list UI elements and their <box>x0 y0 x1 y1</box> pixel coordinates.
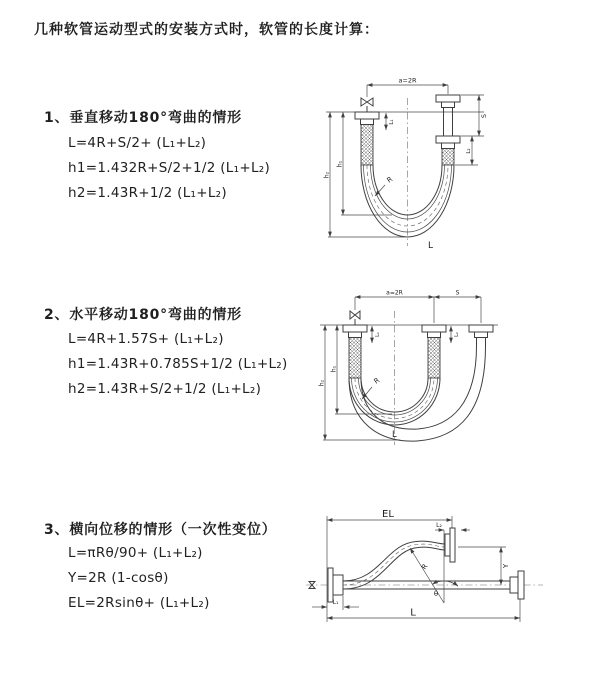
section1-heading: 1、垂直移动180°弯曲的情形 <box>44 110 242 126</box>
valve-icon <box>350 311 360 319</box>
dim-label-y: Y <box>502 563 510 569</box>
dim-label-s: S <box>480 113 488 119</box>
dim-label-a2r: a=2R <box>386 289 403 297</box>
section1-formula-h1: h1=1.432R+S/2+1/2 (L₁+L₂) <box>68 160 271 176</box>
section3-formula-el: EL=2Rsinθ+ (L₁+L₂) <box>68 595 210 611</box>
section3-formula-l: L=πRθ/90+ (L₁+L₂) <box>68 545 203 561</box>
section1-formula-h2: h2=1.43R+1/2 (L₁+L₂) <box>68 185 227 201</box>
radius-label: R <box>372 376 382 386</box>
length-label: L <box>428 241 434 251</box>
right-flange <box>510 571 524 599</box>
dimension-lines <box>324 77 489 238</box>
dim-label-h2: h₂ <box>318 379 326 387</box>
section2-formula-h2: h2=1.43R+S/2+1/2 (L₁+L₂) <box>68 381 262 397</box>
radius-label: R <box>420 562 430 572</box>
diagram-vertical-180-bend <box>310 72 580 262</box>
dim-label-h1: h₁ <box>336 160 344 168</box>
section3-heading: 3、横向位移的情形（一次性变位） <box>44 522 277 538</box>
hose-u-bend-position2 <box>349 346 486 441</box>
length-label: L <box>392 430 397 440</box>
right-fitting <box>469 325 493 346</box>
dim-label-el: EL <box>382 509 394 520</box>
section2-formula-l: L=4R+1.57S+ (L₁+L₂) <box>68 331 224 347</box>
dim-label-a2r: a=2R <box>398 76 417 85</box>
page-title: 几种软管运动型式的安装方式时，软管的长度计算： <box>34 22 379 38</box>
dimension-lines <box>312 509 520 622</box>
left-flange <box>328 568 343 602</box>
dimension-lines <box>319 290 499 441</box>
dim-label-s: S <box>455 289 460 297</box>
section1-formula-l: L=4R+S/2+ (L₁+L₂) <box>68 135 207 151</box>
diagram-horizontal-180-bend <box>312 283 592 455</box>
left-fitting <box>355 112 379 165</box>
valve-icon <box>361 98 373 106</box>
dim-label-l2: L₂ <box>454 332 460 337</box>
left-fitting <box>343 325 367 378</box>
section2-formula-h1: h1=1.43R+0.785S+1/2 (L₁+L₂) <box>68 356 288 372</box>
dim-label-l1: L₁ <box>389 119 395 125</box>
section2-heading: 2、水平移动180°弯曲的情形 <box>44 307 242 323</box>
section3-formula-y: Y=2R (1-cosθ) <box>68 570 169 586</box>
right-fitting <box>436 95 460 165</box>
middle-fitting <box>422 325 446 378</box>
angle-label: θ <box>433 590 439 598</box>
dim-label-l2: L₂ <box>466 148 472 154</box>
dim-label-h1: h₁ <box>330 365 338 373</box>
hose-displaced-position <box>343 541 445 589</box>
dim-label-l2: L₂ <box>436 522 442 529</box>
dim-label-l1: L₁ <box>332 599 339 606</box>
diagram-lateral-displacement <box>300 500 600 660</box>
dim-label-h2: h₂ <box>323 171 331 179</box>
length-label: L <box>410 607 416 619</box>
dim-label-l1: L₁ <box>375 332 381 337</box>
upper-flange <box>445 528 455 562</box>
radius-label: R <box>385 175 395 185</box>
